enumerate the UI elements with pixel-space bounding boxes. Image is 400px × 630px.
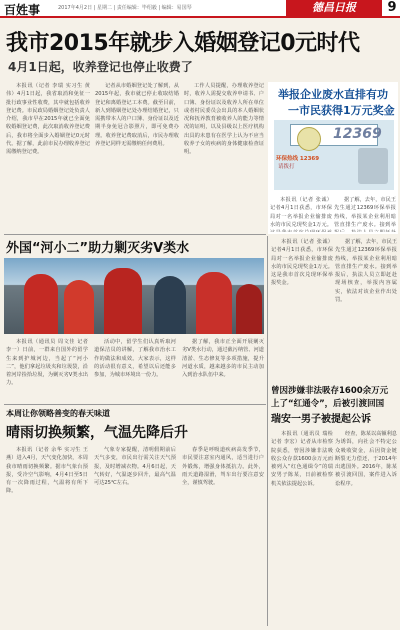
weather-text-2: 气象专家提醒，清明假期前后天气多变，市民出行需关注天气预报，及时增减衣物。4月6日起，天气转好，气温逐步回升，最高气温可达25℃左右。 — [94, 447, 176, 487]
lead-text-1: 本报讯（记者 李瑞 实习生 黄伟）4月1日起，我省取消和免征一批行政事业性收费，其中就包括收养登记费。市民政局婚姻登记处负责人介绍，我市早在2015年就已全面免收婚姻登记费，此次取消收养登记费后，我市将全面步入婚姻登记0元时代。据了解，此前市民办理收养登记需缴纳登记费。 — [6, 83, 90, 156]
lead-subhead: 4月1日起，收养登记也停止收费了 — [8, 60, 193, 74]
hotline-call: 请拨打 — [278, 164, 295, 170]
section-name: 百姓事 — [4, 3, 41, 17]
volunteer-figure — [64, 280, 94, 334]
environment-text-1: 本报讯（记者 张诚）记者4月1日获悉，市环保局对一名举报企业偷排废水的市民兑现奖金1万元。 — [270, 197, 332, 228]
volunteer-figure — [236, 284, 262, 334]
tv-illustration — [358, 148, 388, 184]
lead-column-3 — [184, 82, 264, 232]
volunteer-figure — [104, 268, 142, 334]
environment-title-2: 一市民获得1万元奖金 — [288, 104, 395, 117]
weather-text-3: 春季是呼吸道疾病高发季节，市民要注意室内通风，适当进行户外锻炼，增强身体抵抗力。此外，雨天道路湿滑，驾车出行要注意安全，谨慎驾驶。 — [182, 447, 264, 487]
lead-column-1 — [6, 82, 90, 232]
environment-title-1: 举报企业废水直排有功 — [278, 88, 388, 101]
weather-column-3 — [182, 446, 264, 626]
environment-text-3: 本报讯（记者 张诚）记者4月1日获悉，市环保局对一名举报企业偷排废水的市民兑现奖金1万元。这是我市首次兑现环保举报奖金。 — [271, 239, 333, 287]
hotline-number: 12369 — [333, 126, 382, 142]
weather-text-1: 本报讯（记者 余华 实习生 王燕）进入4月，天气变化加快，本周我市晴雨切换频繁。据市气象台预报，受冷空气影响，4月4日至5日有一次降雨过程，气温将有所下降。 — [6, 447, 88, 495]
volunteer-figure — [24, 274, 58, 334]
weather-column-2 — [94, 446, 176, 626]
fraud-column-1 — [271, 430, 333, 626]
volunteers-photo — [4, 258, 264, 334]
issue-meta: 2017年4月2日 | 星期二 | 责任编辑：毕绍毅 | 编辑：易国琴 — [58, 5, 192, 11]
hotline-sign — [290, 124, 382, 146]
environment-column-1 — [270, 196, 332, 232]
river-text-1: 本报讯（通讯员 周文佳 记者 李一）日前，一群来自国外的留学生来到护城河边，当起了“河小二”，他们拿起垃圾夹和垃圾袋，沿着河岸捡拾垃圾，为剿灭劣Ⅴ类水出力。 — [6, 339, 88, 387]
river-text-2: 活动中，留学生们认真听取河道保洁员的讲解，了解我市治水工作的做法和成效。大家表示，这样的活动很有意义，希望以后还能多参加，为城市环境出一份力。 — [94, 339, 176, 379]
column-rule — [267, 236, 268, 626]
lead-headline: 我市2015年就步入婚姻登记0元时代 — [6, 31, 360, 56]
weather-headline: 晴雨切换频繁，气温先降后升 — [6, 425, 188, 441]
divider — [4, 234, 266, 235]
lead-column-2 — [95, 82, 179, 232]
hotline-illustration — [274, 120, 394, 190]
fraud-column-2 — [335, 430, 397, 626]
river-column-1 — [6, 338, 88, 402]
lead-text-2: 记者从市婚姻登记处了解到，从2015年起，我市就已停止收取结婚登记和离婚登记工本费。截至目前，新人到婚姻登记处办理结婚登记，只需携带本人的户口簿、身份证以及近期半身免冠合影照片，即可免费办理。收养登记费取消后，市民办理收养登记同样无需缴纳任何费用。 — [95, 83, 179, 148]
newspaper-logo: 德昌日报 — [286, 0, 382, 16]
volunteer-figure — [154, 276, 186, 334]
river-column-2 — [94, 338, 176, 402]
river-headline: 外国“河小二”助力剿灭劣Ⅴ类水 — [6, 241, 190, 256]
lead-text-3: 工作人员提醒，办理收养登记时，收养人需提交收养申请书、户口簿、身份证以及收养人所在单位或者村民委员会出具的本人婚姻状况和抚养教育被收养人的能力等情况的证明，以及县级以上医疗机构出具的未患有在医学上认为不应当收养子女的疾病的身体健康检查证明。 — [184, 83, 264, 156]
river-text-3: 据了解，我市正全面开展剿灭劣Ⅴ类水行动，通过截污纳管、河道清淤、生态修复等多项措施，提升河道水质，越来越多的市民主动加入到治水队伍中来。 — [182, 339, 264, 379]
weather-intro: 本周让你领略善变的春天味道 — [6, 409, 110, 418]
fraud-text-2: 经查，陈某以高额利息为诱饵，向社会不特定公众吸收资金，后因资金链断裂无力偿还，于2014年出逃国外。2016年，陈某被引渡回国，案件进入诉讼程序。 — [335, 431, 397, 487]
environment-column-2 — [334, 196, 396, 232]
volunteer-figure — [196, 272, 232, 334]
environment-column-3 — [271, 238, 333, 380]
river-column-3 — [182, 338, 264, 402]
fraud-headline-1: 曾因涉嫌非法吸存1600余万元 — [271, 386, 389, 396]
hotline-brand: 环保热线 12369 — [276, 156, 320, 162]
environment-column-4 — [335, 238, 397, 380]
divider — [4, 404, 266, 405]
fraud-headline-2: 上了“红通令”，后被引渡回国 — [271, 399, 385, 409]
environment-text-2: 据了解，去年，市民王先生通过12369环保举报热线，举报某企业利用暗管直排生产废水。接到举 — [334, 197, 396, 228]
page-header — [0, 0, 400, 18]
environment-text-4: 据了解，去年，市民王先生通过12369环保举报热线，举报某企业利用暗管直排生产废水。接到举报后，执法人员立即赶赴现场核查，举报内容属实，依法对该企业作出处罚。 — [335, 239, 397, 304]
page-number: 9 — [387, 0, 397, 15]
dartboard-icon — [297, 127, 321, 151]
weather-column-1 — [6, 446, 88, 626]
fraud-text-1: 本报讯（通讯员 瑞检 记者 李宏）记者从市检察院获悉，曾因涉嫌非法吸收公众存款1600余万元而被列入“红色通缉令”的瑞安男子陈某，日前被检察机关依法提起公诉。 — [271, 431, 333, 487]
fraud-headline-3: 瑞安一男子被提起公诉 — [271, 414, 371, 425]
